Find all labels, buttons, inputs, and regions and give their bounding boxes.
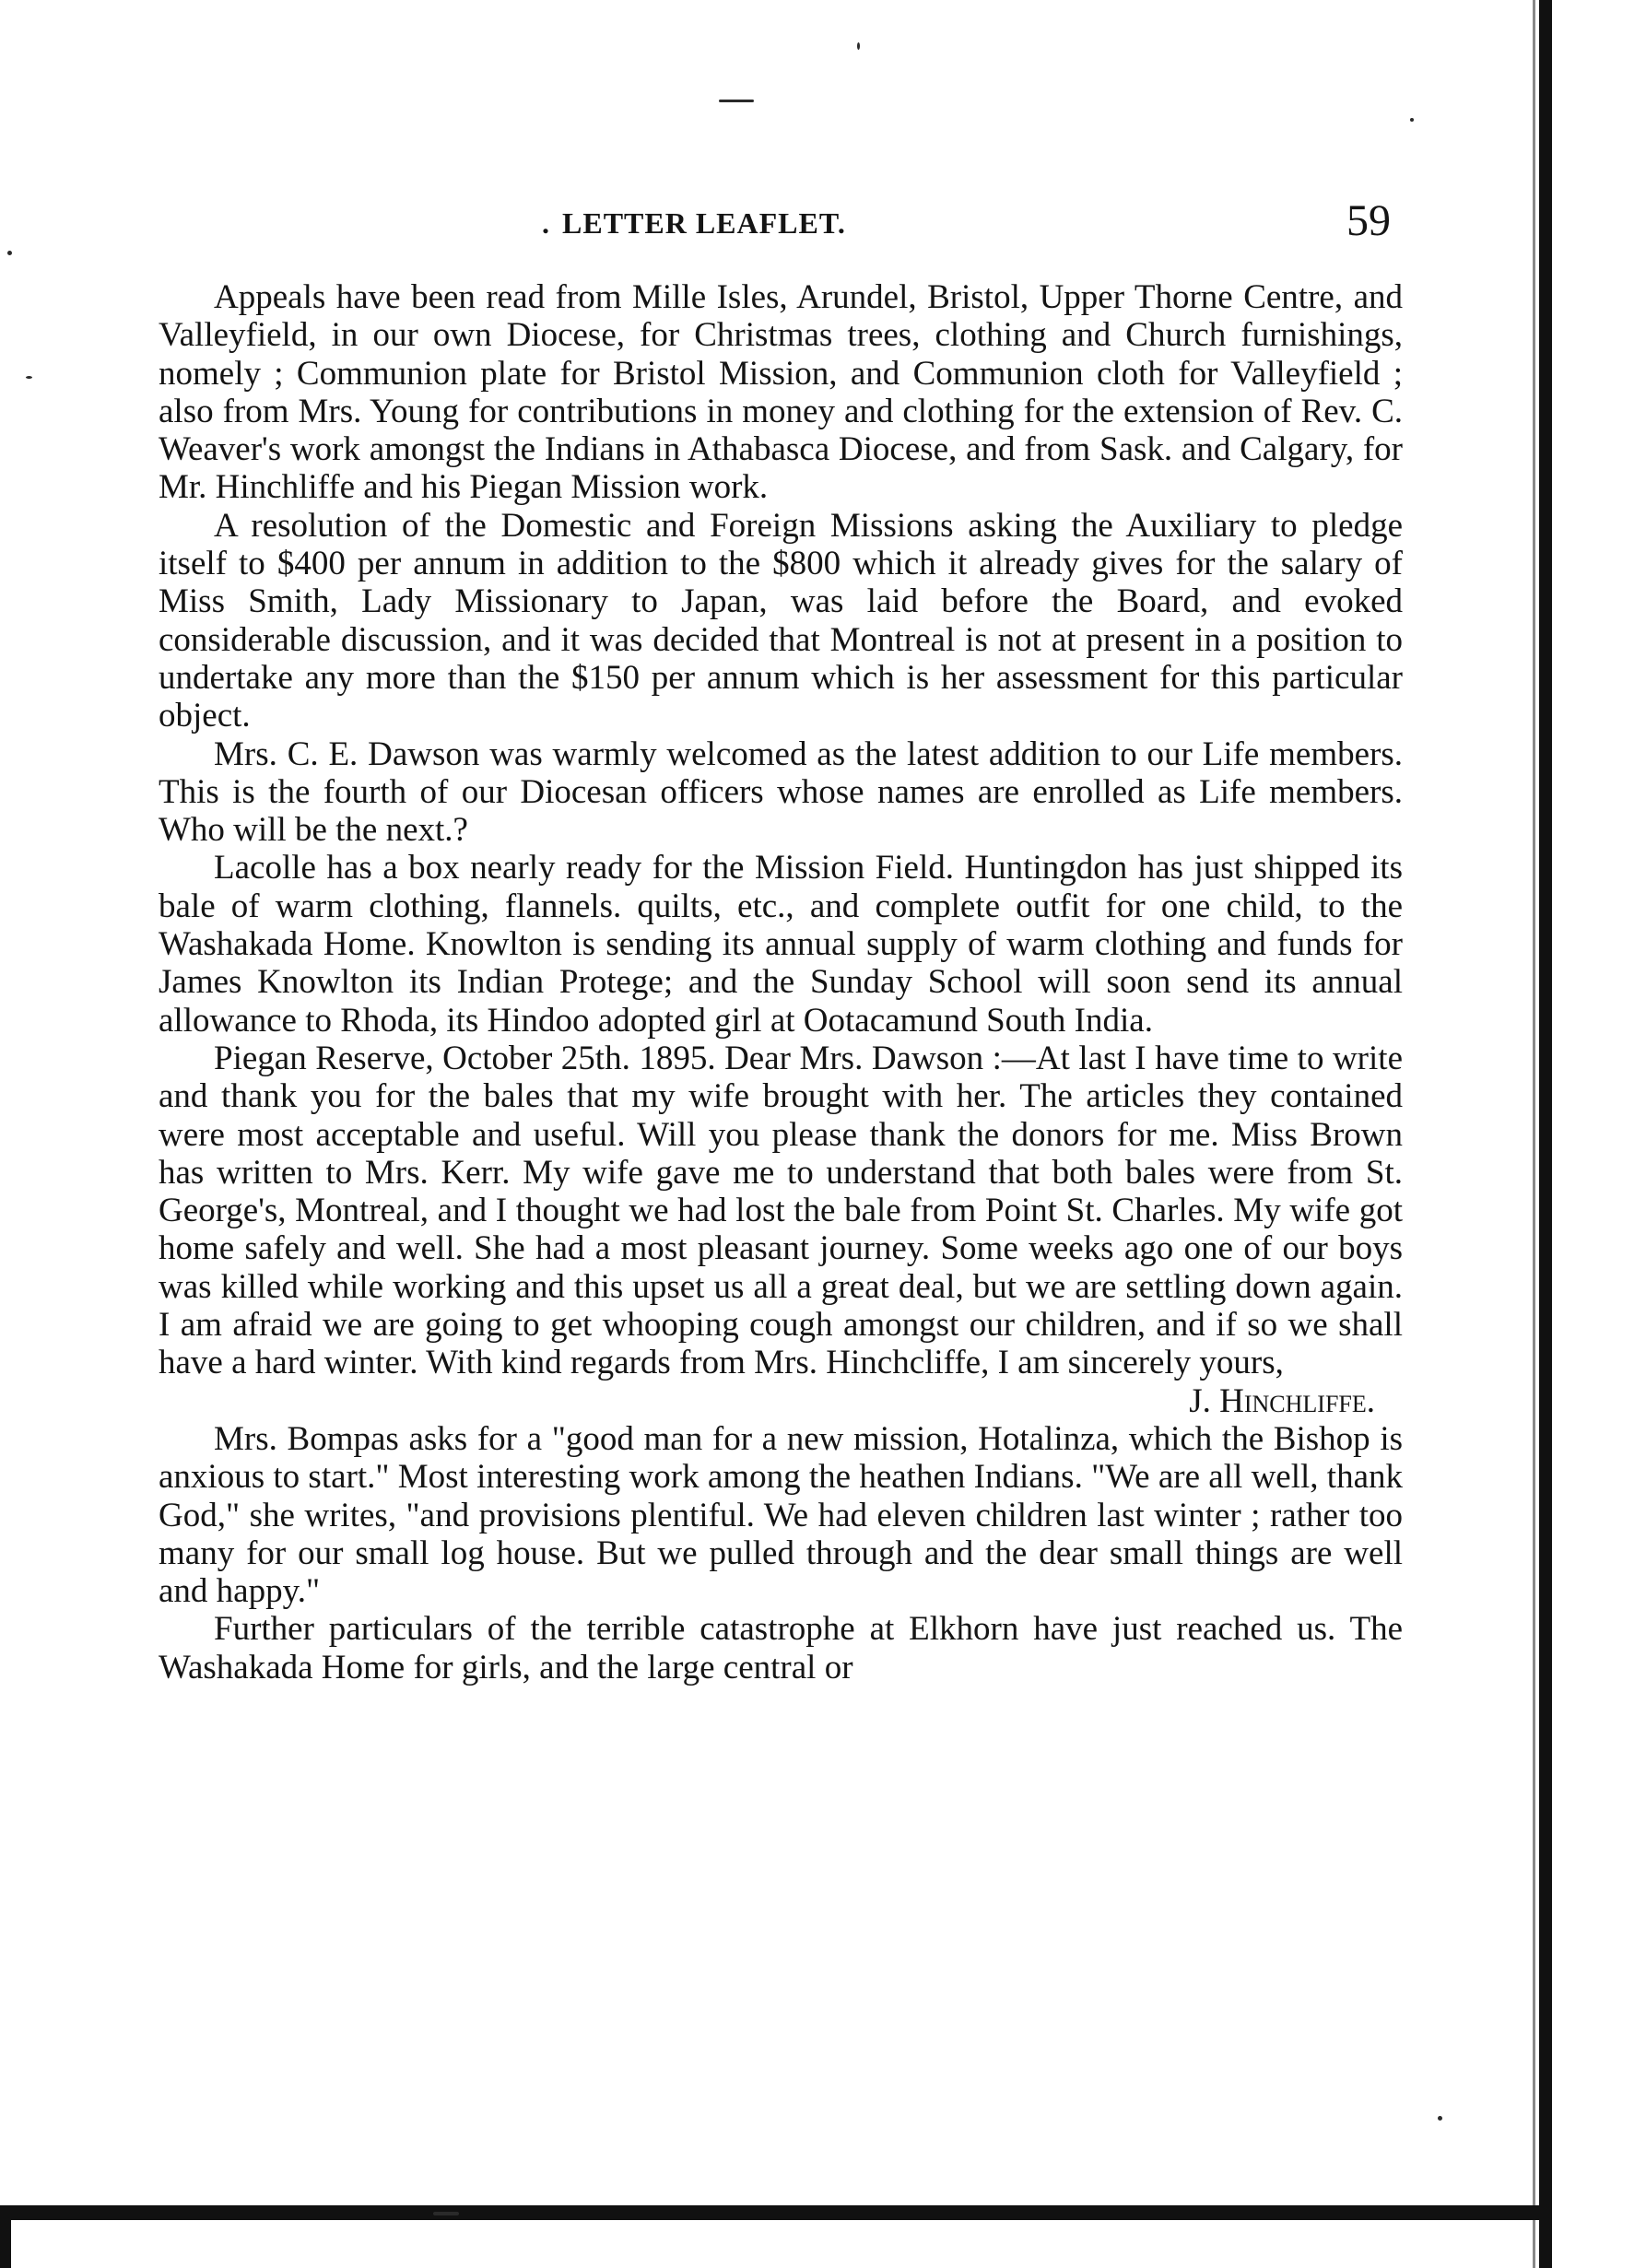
- paragraph: Further particulars of the terrible catastrophe at Elkhorn have just reached us. The Washakada Home for girls, and the large central or: [159, 1610, 1403, 1686]
- page-corner-edge: [0, 2207, 11, 2268]
- binding-edge-shadow: [1533, 0, 1535, 2268]
- paragraph: Mrs. Bompas asks for a "good man for a new mission, Hotalinza, which the Bishop is anxious to start." Most interesting work among the heathen Indians. "We are all well, thank God," she writes, "and provisions plentiful. We had eleven children last winter ; rather too many for our small log house. But we pulled through and the dear small things are well and happy.": [159, 1419, 1403, 1611]
- paragraph: Piegan Reserve, October 25th. 1895. Dear Mrs. Dawson :—At last I have time to write and thank you for the bales that my wife brought with her. The articles they contained were most acceptable and useful. Will you please thank the donors for me. Miss Brown has written to Mrs. Kerr. My wife gave me to understand that both bales were from St. George's, Montreal, and I thought we had lost the bale from Point St. Charles. My wife got home safely and well. She had a most pleasant journey. Some weeks ago one of our boys was killed while working and this upset us all a great deal, but we are settling down again. I am afraid we are going to get whooping cough amongst our children, and if so we shall have a hard winter. With kind regards from Mrs. Hinchcliffe, I am sincerely yours,: [159, 1039, 1403, 1382]
- page-number: 59: [1346, 196, 1391, 245]
- paragraph: A resolution of the Domestic and Foreign Missions asking the Auxiliary to pledge itself to $400 per annum in addition to the $800 which it already gives for the salary of Miss Smith, Lady Missionary to Japan, was laid before the Board, and evoked considerable discussion, and it was decided that Montreal is not at present in a position to undertake any more than the $150 per annum which is her assessment for this particular object.: [159, 506, 1403, 735]
- paragraph: Lacolle has a box nearly ready for the Mission Field. Huntingdon has just shipped its bale of warm clothing, flannels. quilts, etc., and complete outfit for one child, to the Washakada Home. Knowlton is sending its annual supply of warm clothing and funds for James Knowlton its Indian Protege; and the Sunday School will soon send its annual allowance to Rhoda, its Hindoo adopted girl at Ootacamund South India.: [159, 849, 1403, 1040]
- binding-edge: [1539, 0, 1552, 2268]
- paragraph: Appeals have been read from Mille Isles, Arundel, Bristol, Upper Thorne Centre, and Valleyfield, in our own Diocese, for Christmas trees, clothing and Church furnishings, nomely ; Communion plate for Bristol Mission, and Communion cloth for Valleyfield ; also from Mrs. Young for contributions in money and clothing for the extension of Rev. C. Weaver's work amongst the Indians in Athabasca Diocese, and from Sask. and Calgary, for Mr. Hinchliffe and his Piegan Mission work.: [159, 278, 1403, 507]
- paragraph: Mrs. C. E. Dawson was warmly welcomed as the latest addition to our Life members. This is the fourth of our Diocesan officers whose names are enrolled as Life members. Who will be the next.?: [159, 734, 1403, 850]
- body-text: [159, 278, 1403, 1686]
- letter-signature: J. Hinchliffe.: [1189, 1381, 1375, 1420]
- page-header: [161, 194, 1433, 249]
- page-bottom-edge: [0, 2205, 1552, 2220]
- running-head: . LETTER LEAFLET.: [562, 206, 846, 241]
